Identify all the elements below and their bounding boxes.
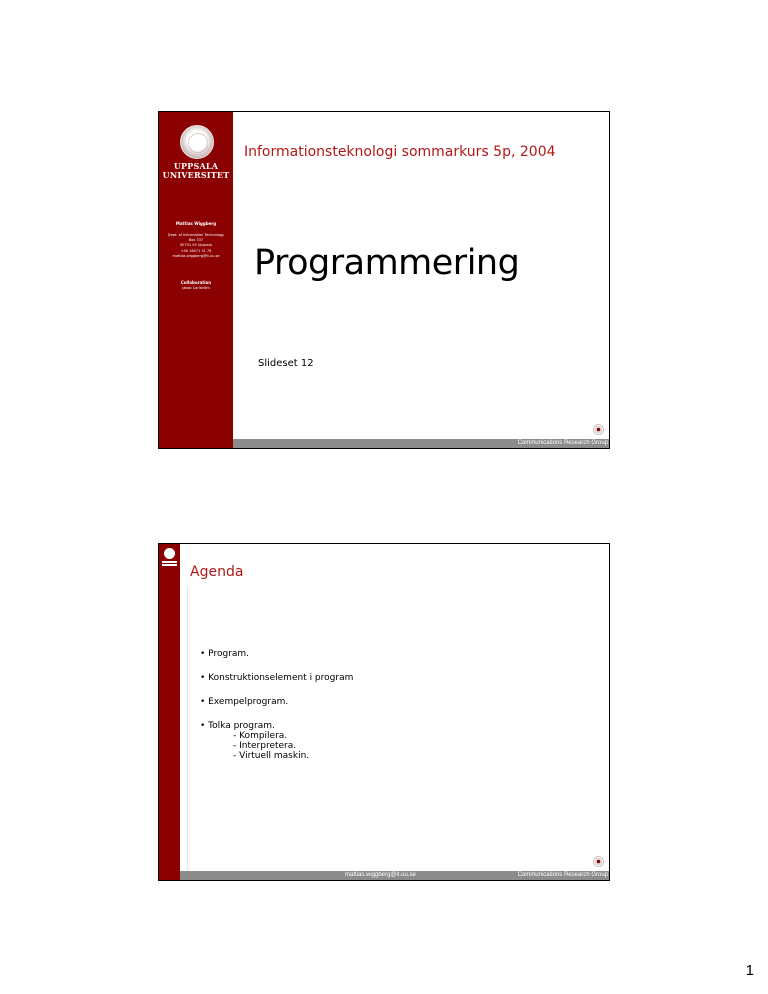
agenda-item-text: • Konstruktionselement i program — [200, 673, 354, 683]
address-line: mattias.wiggberg@it.uu.se — [172, 253, 220, 258]
address-line: +46 18471 31 76 — [180, 248, 212, 253]
list-item — [200, 673, 353, 683]
author-address — [159, 233, 233, 259]
agenda-subitem: - Interpretera. — [233, 741, 297, 751]
address-line: SE751 05 Uppsala — [180, 243, 212, 248]
university-logo-line2: UNIVERSITET — [162, 170, 230, 180]
footer-group-name: Communications Research Group — [517, 440, 608, 446]
course-name: Informationsteknologi sommarkurs 5p, 2004 — [244, 144, 556, 160]
slide-footer — [180, 871, 609, 880]
footer-group-name: Communications Research Group — [517, 872, 608, 878]
slideset-label: Slideset 12 — [258, 358, 314, 369]
slide-sidebar — [159, 112, 233, 448]
agenda-slide — [158, 543, 610, 881]
slide-sidebar — [159, 544, 180, 880]
list-item — [200, 721, 353, 761]
list-item — [200, 649, 353, 659]
address-line: Dept. of Information Technology — [167, 233, 225, 237]
author-name: Mattias Wiggberg — [175, 221, 217, 226]
list-item — [200, 697, 353, 707]
research-group-icon — [593, 856, 604, 867]
collaborator-name: Jakob Carlström — [182, 286, 210, 290]
page-number: 1 — [745, 962, 754, 979]
agenda-item-text: • Program. — [200, 649, 250, 659]
footer-email: mattias.wiggberg@it.uu.se — [345, 872, 416, 878]
university-logo-line1: UPPSALA — [173, 161, 219, 171]
slide-title: Programmering — [254, 243, 520, 283]
agenda-subitem: - Kompilera. — [233, 731, 288, 741]
research-group-icon — [593, 424, 604, 435]
agenda-item-text: • Tolka program. — [200, 721, 275, 731]
agenda-subitem: - Virtuell maskin. — [233, 751, 310, 761]
agenda-item-text: • Exempelprogram. — [200, 697, 289, 707]
university-seal-icon — [180, 125, 214, 159]
address-line: Box 337 — [188, 238, 204, 243]
slide-footer — [233, 439, 609, 448]
agenda-list — [200, 649, 353, 775]
slide-title: Agenda — [190, 564, 244, 580]
collaboration-heading: Collaboration — [180, 280, 212, 285]
divider — [187, 586, 188, 873]
title-slide — [158, 111, 610, 449]
